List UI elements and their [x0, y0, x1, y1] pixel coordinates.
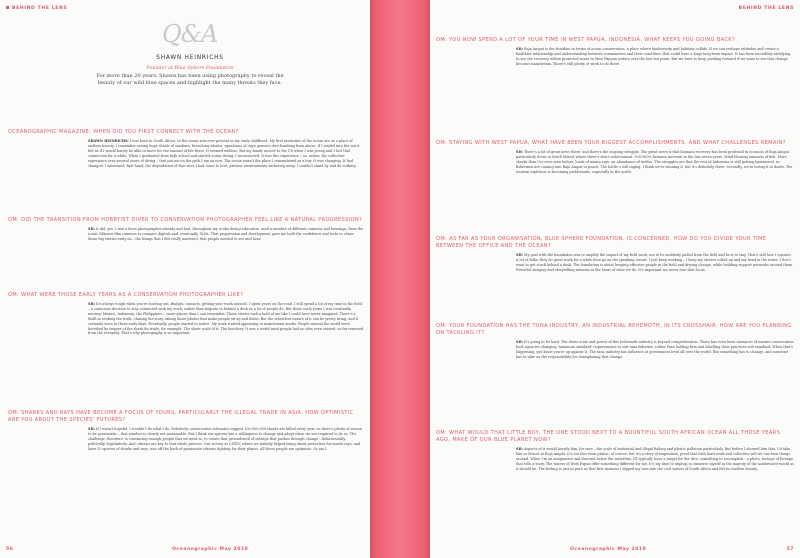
answer [516, 340, 794, 402]
answer-lead: SH: [88, 302, 95, 306]
running-head-right-text: BEHIND THE LENS [738, 6, 794, 11]
running-head-left-text: BEHIND THE LENS [12, 6, 68, 11]
question: OM: YOU NOW SPEND A LOT OF YOUR TIME IN WEST PAPUA, INDONESIA. WHAT KEEPS YOU GOING BACK? [436, 37, 736, 43]
answer-text: My goal with the foundation was to amplify the impact of my field work, not to be suddenly pulled from the field and be it to stay. That's still how I operate. A lot of folks, they do great work for a while then go on the speaking circuit. I just keep working – I keep my sleeves rolled up and my head in the water. I don't want to get stuck behind a desk. The foundation is about keeping effective people in the field and driving change, while building support networks around them. Powerful imagery and storytelling remains at the heart of what we do. It's important we never lose that focus. [516, 253, 794, 272]
answer-text: If I wasn't hopeful, I wouldn't do what I do. Relatively conservative estimates suggest 100,000,000 sharks are killed every year, so there's plenty of reason to be pessimistic – that number is clearly not sustainable. But I think our species has a willingness to change and adapt when we are required to do so. The challenge, therefore, is convincing enough people that we need to, to create that groundswell of outrage that pushes through change – behaviourally, politically, legislatively. And citizens are key to that whole process. Our victory at CITES, where we initially helped bring about protection for manta rays, and later 20 species of sharks and rays, was off the back of passionate citizens fighting for their planet. All those people are optimists. So am I. [88, 427, 363, 451]
answer-lead: SH: [88, 227, 95, 231]
answer-lead: SH: [516, 47, 523, 51]
answer-text: There's a lot of great news there, and there's the ongoing struggle. The great news is that biomass recovery has been profound in so much of Raja Ampat, particularly down in South Misool where there's strict enforcement. 300-500% biomass increase in the last seven years. Mind-blowing amounts of fish. More sharks than I've ever seen before, loads of manta rays, an abundance of turtles. The struggles are that the rest of Indonesia is still getting hammered, so fishermen are coming into Raja Ampat to poach. The battle's still raging. I think we're winning it, but it's definitely there. Secondly, we're loving it to death. The tourism explosion is becoming problematic, especially in the north. [516, 150, 793, 174]
qa-block [8, 292, 364, 380]
square-bullet-icon [6, 6, 9, 9]
running-head-left [6, 6, 67, 11]
question: OCEANOGRAPHIC MAGAZINE: WHEN DID YOU FIRST CONNECT WITH THE OCEAN? [8, 129, 239, 135]
answer-lead: SH: [516, 150, 523, 154]
question: OM: AS FAR AS YOUR ORGANISATION, BLUE SPHERE FOUNDATION, IS CONCERNED, HOW DO YOU DIVIDE YOUR TIME BETWEEN THE OFFICE AND THE OCEAN? [436, 236, 767, 249]
left-page [0, 0, 370, 558]
answer [516, 447, 794, 529]
interview-intro: For more than 20 years, Shawn has been using photography to reveal the beauty of our wild blue spaces and highlight the many threats they face. [96, 73, 284, 86]
answer-text: It's going to be hard. The sheer scale and power of this behemoth industry is beyond comprehension. There has even been instances of marine conservation food agencies changing 'minimum standard' requirements to suit tuna fisheries, rather than holding firm and labelling their practices sub-standard. When that's happening, you know you're up against it. The tuna industry has influence at government level all over the world. But something has to change, and someone has to take on the responsibility for championing that change. [516, 340, 794, 359]
qa-block [436, 430, 794, 529]
answer-lead: SH: [516, 340, 523, 344]
question: OM: DID THE TRANSITION FROM HOBBYIST DIVER TO CONSERVATION PHOTOGRAPHER FEEL LIKE A NATURAL PROGRESSION? [8, 217, 363, 223]
answer-lead: SH: [88, 427, 95, 431]
answer-text: Raja Ampat is the frontline in terms of ocean conservation, a place where biodiversity and habitats collide. If we can reshape attitudes and create a healthier relationship and understanding between communities and their coastlines, that could have a huge long-term impact. It has been incredibly satisfying to see the recovery within protected zones in West Papuan waters over the last ten years. But we have to keep pushing forward if we want to see that change become mainstream. There's still plenty of work to do there. [516, 47, 791, 66]
qa-block [436, 140, 794, 222]
qa-block [8, 217, 364, 267]
answer-text: I was born in South Africa, so the ocean was ever-present in my early childhood. My first memories of the ocean are as a place of endless bounty. I remember seeing huge shoals of sardines, breaching whales, squadrons of cape gannets dive-bombing from above. If I waded into the sea it felt as if I would barely be able to move for the amount of life there. It seemed endless. But my family moved to the US when I was young and I lost that connection for a while. When I graduated from high school and started scuba diving, I reconnected. It was this experience – so, rather, the collective experience over several years of diving – that put me on the path I am on now. The ocean wasn't the place I remembered as a boy. It was changing. It had changed. I witnessed, first-hand, the degradation of dive sites I had come to love, pristine environments withering away. I couldn't stand by and do nothing. [88, 139, 360, 168]
question: OM: WHAT WERE THOSE EARLY YEARS AS A CONSERVATION PHOTOGRAPHER LIKE? [8, 292, 244, 298]
answer-lead: SH: [516, 447, 523, 451]
question: OM: YOUR FOUNDATION HAS THE TUNA INDUSTRY, AN INDUSTRIAL BEHEMOTH, IN ITS CROSSHAIR. HOW ARE YOU PLANNING ON TACKLING IT? [436, 323, 792, 336]
qa-block [436, 236, 794, 317]
answer [516, 47, 794, 105]
interviewee-name: SHAWN HEINRICHS [156, 55, 224, 61]
answer [88, 302, 364, 380]
magazine-issue-left: Oceanographic May 2018 [172, 547, 249, 552]
question: OM: WHAT WOULD THAT LITTLE BOY, THE ONE STOOD NEXT TO A BOUNTIFUL SOUTH AFRICAN OCEAN ALL THOSE YEARS AGO, MAKE OF OUR BLUE PLANET NOW? [436, 430, 781, 443]
answer-text: It did, yes. I was a keen photographer already and had, throughout my scuba diving education, used a number of different cameras and housings, from the iconic Nikonos film cameras to compact digitals and, eventually, SLRs. That progression and development gave me both the confidence and tools to chase those big stories early on – the things that I felt really mattered, that people needed to see and hear. [88, 227, 364, 241]
page-number-left: 56 [6, 547, 14, 552]
running-head-right [739, 6, 794, 11]
answer-lead: SH: [516, 253, 523, 257]
qa-block [8, 410, 364, 505]
page-number-right: 57 [786, 547, 794, 552]
spine-divider [370, 0, 430, 558]
answer [516, 253, 794, 317]
qa-block [436, 37, 794, 105]
answer-lead: SHAWN HEINRICHS: [88, 139, 129, 143]
answer [88, 227, 364, 267]
answer [516, 150, 794, 222]
question: OM: STAYING WITH WEST PAPUA, WHAT HAVE BEEN YOUR BIGGEST ACCOMPLISHMENTS, AND WHAT CHALLENGES REMAIN? [436, 140, 786, 146]
qa-block [8, 129, 364, 203]
qa-logo: Q&A [162, 20, 218, 48]
answer-text: It's always tough when you're starting out. Budget, contacts, getting your work noticed. I spent years on the road. I still spend a lot of my time in the field – a conscious decision to stay connected with my work, rather than migrate to behind a desk as a lot of people do. But those early years I was constantly moving: Mexico, Indonesia, the Philippines… more places than I can remember. Those stories took a hold of me like I could have never imagined. There's a thrill in seeking the truth, chasing the story, taking those photos that make people sit up and listen. But the relentless nature of it can be pretty tiring, and it certainly wore in those early days. Eventually, people started to notice. My work started appearing in mainstream media. People around the world were horrified by images of the shark fin trade, for example. The sheer scale of it. The butchery. It was a world most people had no idea even existed, so far removed from the everyday. That's why photography is so important. [88, 302, 364, 336]
answer-text: Aspects of it would horrify him, for sure – the scale of industrial and illegal fishing and plastic pollution particularly. But before I showed him that, I'd take him to Misool in Raja Ampat. It's not free from plastic, of course, but it's a story of inspiration, proof that with hard work and collective will we can turn things around. When I'm on assignment and descend below the waterline, I'll typically have a target for the dive, something to accomplish – a photo, footage of footage that tells a story. The waters of West Papua offer something different for me. It's my time to unplug, to immerse myself in the majesty of the underwater world as it should be. The feeling is just as pure as that first moment I dipped my toes into the cool waters of South Africa and felt its endless bounty. [516, 447, 794, 471]
answer [88, 427, 364, 505]
answer [88, 139, 364, 203]
magazine-issue-right: Oceanographic May 2018 [570, 547, 647, 552]
right-page [430, 0, 800, 558]
qa-block [436, 323, 794, 402]
question: OM: SHARKS AND RAYS HAVE BECOME A FOCUS OF YOURS, PARTICULARLY THE ILLEGAL TRADE IN ASIA. HOW OPTIMISTIC ARE YOU ABOUT THE SPECIES' FUTURES? [8, 410, 354, 423]
interviewee-role: Founder at Blue Sphere Foundation [146, 66, 234, 71]
